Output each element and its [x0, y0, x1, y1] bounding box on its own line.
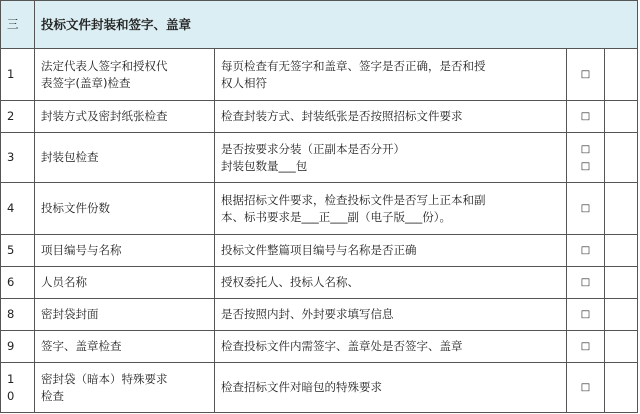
row-number: 1	[1, 49, 35, 101]
check-description: 是否按照内封、外封要求填写信息	[215, 299, 567, 331]
check-item: 密封袋（暗本）特殊要求 检查	[35, 363, 215, 413]
empty-cell	[605, 235, 638, 267]
empty-cell	[605, 101, 638, 133]
checkbox[interactable]: □	[567, 49, 605, 101]
table-row	[1, 101, 638, 133]
checkbox[interactable]: □ □	[567, 133, 605, 183]
check-item: 法定代表人签字和授权代 表签字(盖章)检查	[35, 49, 215, 101]
check-description: 检查投标文件内需签字、盖章处是否签字、盖章	[215, 331, 567, 363]
empty-cell	[605, 183, 638, 235]
row-number: 4	[1, 183, 35, 235]
check-description: 检查封装方式、封装纸张是否按照招标文件要求	[215, 101, 567, 133]
table-row	[1, 299, 638, 331]
check-item: 人员名称	[35, 267, 215, 299]
check-item: 签字、盖章检查	[35, 331, 215, 363]
check-item: 封装包检查	[35, 133, 215, 183]
check-item: 项目编号与名称	[35, 235, 215, 267]
section-title: 投标文件封装和签字、盖章	[35, 1, 638, 49]
check-item: 投标文件份数	[35, 183, 215, 235]
check-item: 封装方式及密封纸张检查	[35, 101, 215, 133]
check-description: 投标文件整篇项目编号与名称是否正确	[215, 235, 567, 267]
table-row	[1, 49, 638, 101]
row-number: 9	[1, 331, 35, 363]
empty-cell	[605, 331, 638, 363]
check-description: 授权委托人、投标人名称、	[215, 267, 567, 299]
section-number: 三	[1, 1, 35, 49]
check-description: 检查招标文件对暗包的特殊要求	[215, 363, 567, 413]
check-description: 根据招标文件要求，检查投标文件是否写上正本和副 本、标书要求是___正___副（电子版___份）。	[215, 183, 567, 235]
checkbox[interactable]: □	[567, 235, 605, 267]
table-row	[1, 331, 638, 363]
checkbox[interactable]: □	[567, 331, 605, 363]
checkbox[interactable]: □	[567, 183, 605, 235]
table-row	[1, 235, 638, 267]
row-number: 5	[1, 235, 35, 267]
row-number: 2	[1, 101, 35, 133]
empty-cell	[605, 299, 638, 331]
checkbox[interactable]: □	[567, 101, 605, 133]
empty-cell	[605, 267, 638, 299]
table-row	[1, 363, 638, 413]
row-number: 6	[1, 267, 35, 299]
check-description: 每页检查有无签字和盖章、签字是否正确，是否和授 权人相符	[215, 49, 567, 101]
checkbox[interactable]: □	[567, 267, 605, 299]
check-item: 密封袋封面	[35, 299, 215, 331]
row-number: 1 0	[1, 363, 35, 413]
empty-cell	[605, 363, 638, 413]
row-number: 3	[1, 133, 35, 183]
check-description: 是否按要求分装（正副本是否分开） 封装包数量___包	[215, 133, 567, 183]
row-number: 8	[1, 299, 35, 331]
table-row	[1, 267, 638, 299]
checkbox[interactable]: □	[567, 363, 605, 413]
section-header-row	[1, 1, 638, 49]
table-row	[1, 183, 638, 235]
checkbox[interactable]: □	[567, 299, 605, 331]
empty-cell	[605, 49, 638, 101]
table-row	[1, 133, 638, 183]
empty-cell	[605, 133, 638, 183]
